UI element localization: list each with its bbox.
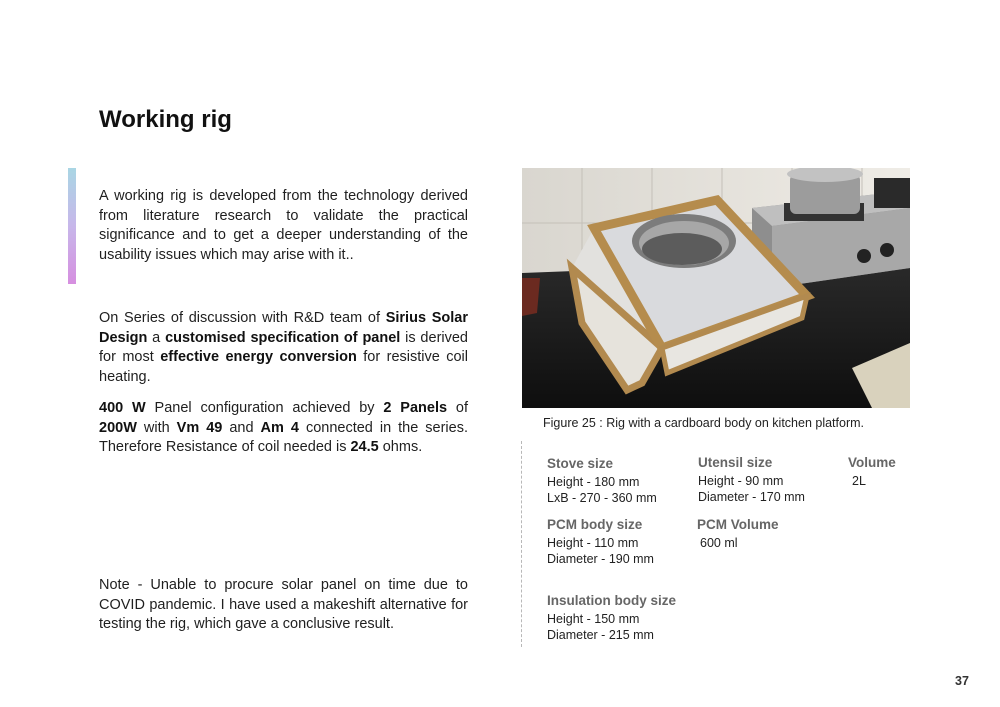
rig-photo — [522, 168, 910, 408]
spec-heading: Insulation body size — [547, 593, 677, 608]
page-number: 37 — [955, 674, 969, 688]
text-run: and — [222, 419, 261, 436]
bold-text-run: Am 4 — [260, 419, 299, 436]
spec-line: Height - 150 mm — [547, 612, 640, 626]
rig-photo-illustration — [522, 168, 910, 408]
figure-caption: Figure 25 : Rig with a cardboard body on kitchen platform. — [543, 416, 865, 430]
text-run: Panel configuration achieved by — [145, 400, 384, 416]
bold-text-run: Vm 49 — [176, 419, 223, 436]
spec-pcm-volume — [697, 517, 779, 551]
intro-paragraph: A working rig is developed from the technology derived from literature research to validate the practical significance and to get a deeper understanding of the usability issues which may arise with it.. — [99, 188, 468, 263]
text-run: with — [136, 419, 177, 436]
specification-paragraph — [99, 309, 468, 387]
spec-utensil-size — [698, 455, 805, 505]
spec-line: Height - 110 mm — [547, 536, 639, 550]
text-run: a — [147, 329, 166, 346]
spec-volume — [848, 455, 896, 489]
spec-divider — [521, 441, 522, 647]
spec-line: Diameter - 215 mm — [547, 628, 654, 642]
spec-heading: PCM Volume — [697, 517, 779, 532]
accent-bar — [68, 168, 76, 284]
spec-pcm-body-size — [547, 517, 654, 567]
page-title: Working rig — [99, 106, 232, 133]
spec-line: Diameter - 190 mm — [547, 552, 654, 566]
text-run: of — [447, 400, 468, 416]
spec-stove-size — [547, 456, 657, 506]
spec-line: Height - 90 mm — [698, 474, 784, 488]
bold-text-run: 200W — [99, 419, 137, 436]
spec-line: Height - 180 mm — [547, 475, 640, 489]
panel-config-paragraph — [99, 399, 468, 458]
spec-line: Diameter - 170 mm — [698, 490, 805, 504]
text-run: is derived for most — [99, 329, 468, 366]
spec-line: 600 ml — [700, 536, 738, 550]
spec-heading: Volume — [848, 455, 896, 470]
spec-heading: Stove size — [547, 456, 614, 471]
bold-text-run: 400 W — [99, 400, 146, 416]
spec-insulation-body-size — [547, 593, 676, 643]
text-run: connected in the series. Therefore Resistance of coil needed is — [99, 419, 468, 456]
bold-text-run: 2 Panels — [383, 400, 448, 416]
text-run: ohms. — [378, 439, 423, 456]
bold-text-run: 24.5 — [350, 439, 379, 456]
bold-text-run: effective energy conversion — [160, 349, 357, 366]
note-paragraph: Note - Unable to procure solar panel on time due to COVID pandemic. I have used a makeshift alternative for testing the rig, which gave a conclusive result. — [99, 577, 468, 633]
text-run: for resistive coil heating. — [99, 349, 468, 385]
bold-text-run: Sirius Solar Design — [99, 310, 468, 346]
bold-text-run: customised specification of panel — [165, 329, 401, 346]
spec-line: LxB - 270 - 360 mm — [547, 491, 657, 505]
text-run: On Series of discussion with R&D team of — [99, 310, 386, 326]
spec-heading: PCM body size — [547, 517, 643, 532]
spec-heading: Utensil size — [698, 455, 773, 470]
spec-line: 2L — [852, 474, 866, 488]
